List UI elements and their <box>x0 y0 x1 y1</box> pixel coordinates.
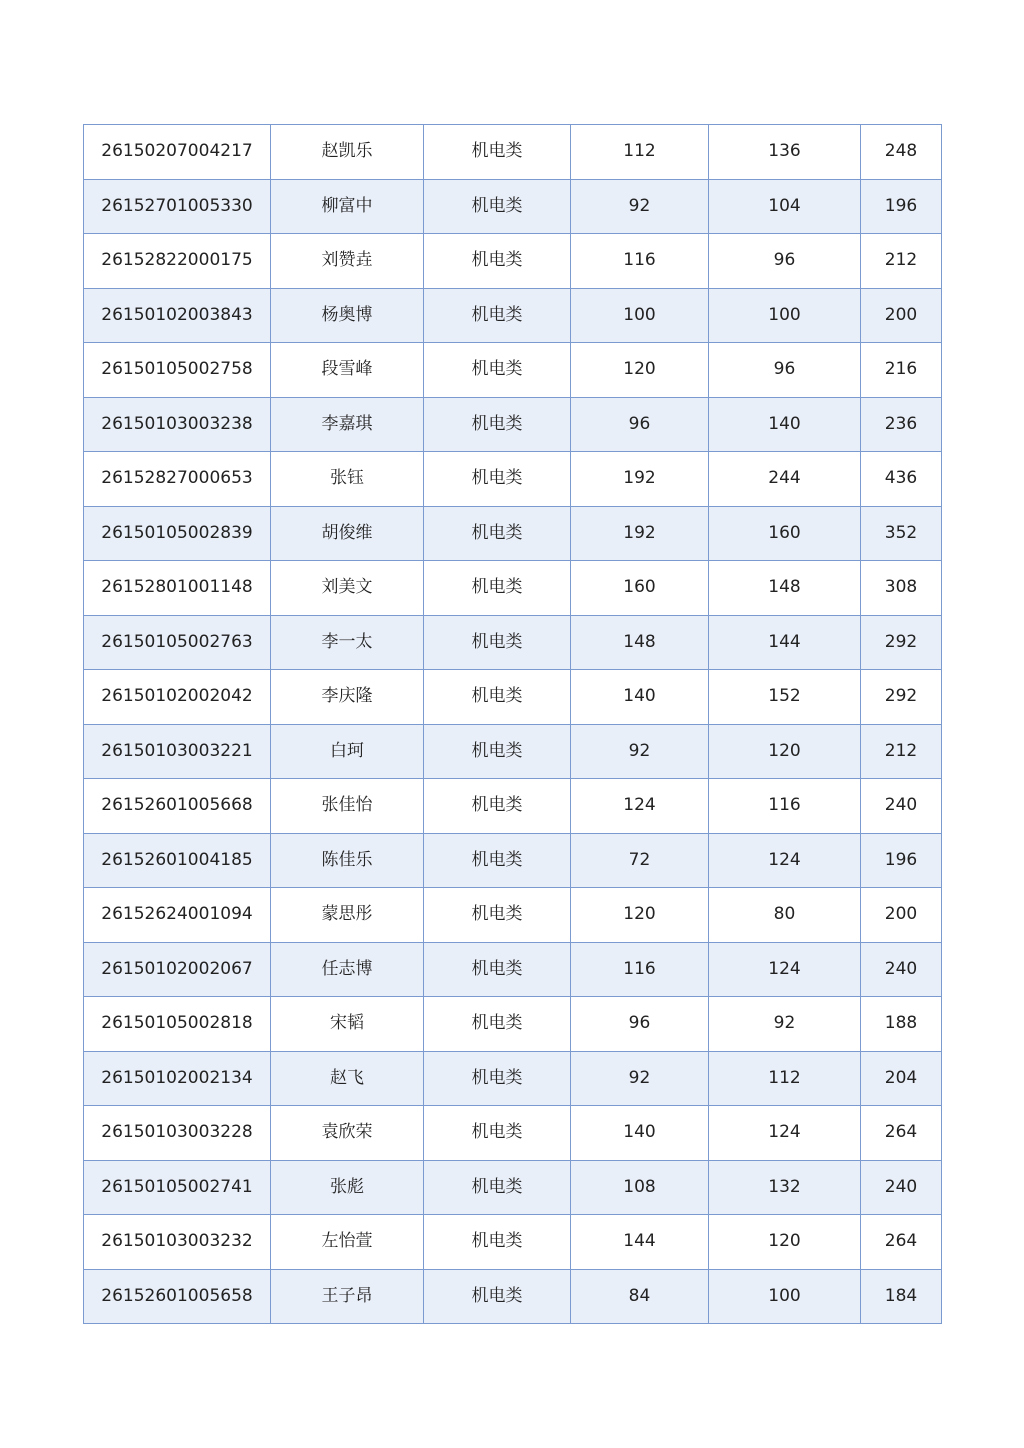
exam-id-cell: 26150102002067 <box>84 942 271 997</box>
score1-cell: 192 <box>571 452 709 507</box>
table-row <box>84 397 942 452</box>
student-name-cell: 任志博 <box>271 942 424 997</box>
score2-cell: 104 <box>709 179 861 234</box>
score2-cell: 100 <box>709 288 861 343</box>
score1-cell: 192 <box>571 506 709 561</box>
category-cell: 机电类 <box>424 670 571 725</box>
score1-cell: 72 <box>571 833 709 888</box>
exam-id-cell: 26150207004217 <box>84 125 271 180</box>
table-row <box>84 888 942 943</box>
student-name-cell: 赵飞 <box>271 1051 424 1106</box>
score2-cell: 96 <box>709 343 861 398</box>
score1-cell: 116 <box>571 234 709 289</box>
exam-id-cell: 26152601004185 <box>84 833 271 888</box>
exam-id-cell: 26152801001148 <box>84 561 271 616</box>
student-name-cell: 杨奥博 <box>271 288 424 343</box>
score2-cell: 100 <box>709 1269 861 1324</box>
total-cell: 200 <box>861 288 942 343</box>
exam-id-cell: 26152601005658 <box>84 1269 271 1324</box>
table-row <box>84 1269 942 1324</box>
category-cell: 机电类 <box>424 724 571 779</box>
score1-cell: 112 <box>571 125 709 180</box>
category-cell: 机电类 <box>424 1051 571 1106</box>
category-cell: 机电类 <box>424 506 571 561</box>
exam-id-cell: 26150105002839 <box>84 506 271 561</box>
score2-cell: 124 <box>709 942 861 997</box>
score1-cell: 92 <box>571 724 709 779</box>
table-row <box>84 234 942 289</box>
total-cell: 216 <box>861 343 942 398</box>
score1-cell: 124 <box>571 779 709 834</box>
category-cell: 机电类 <box>424 1160 571 1215</box>
total-cell: 292 <box>861 670 942 725</box>
table-row <box>84 288 942 343</box>
exam-id-cell: 26150103003238 <box>84 397 271 452</box>
student-name-cell: 柳富中 <box>271 179 424 234</box>
category-cell: 机电类 <box>424 125 571 180</box>
total-cell: 264 <box>861 1215 942 1270</box>
total-cell: 240 <box>861 942 942 997</box>
exam-id-cell: 26150105002763 <box>84 615 271 670</box>
score1-cell: 148 <box>571 615 709 670</box>
student-name-cell: 赵凯乐 <box>271 125 424 180</box>
score2-cell: 96 <box>709 234 861 289</box>
student-name-cell: 张佳怡 <box>271 779 424 834</box>
score2-cell: 244 <box>709 452 861 507</box>
total-cell: 200 <box>861 888 942 943</box>
student-name-cell: 张钰 <box>271 452 424 507</box>
score2-cell: 120 <box>709 1215 861 1270</box>
exam-id-cell: 26152601005668 <box>84 779 271 834</box>
score2-cell: 152 <box>709 670 861 725</box>
total-cell: 184 <box>861 1269 942 1324</box>
total-cell: 352 <box>861 506 942 561</box>
category-cell: 机电类 <box>424 997 571 1052</box>
score1-cell: 120 <box>571 888 709 943</box>
total-cell: 308 <box>861 561 942 616</box>
category-cell: 机电类 <box>424 1106 571 1161</box>
category-cell: 机电类 <box>424 561 571 616</box>
category-cell: 机电类 <box>424 452 571 507</box>
score1-cell: 96 <box>571 997 709 1052</box>
total-cell: 436 <box>861 452 942 507</box>
score1-cell: 96 <box>571 397 709 452</box>
score2-cell: 148 <box>709 561 861 616</box>
score1-cell: 120 <box>571 343 709 398</box>
score2-cell: 136 <box>709 125 861 180</box>
exam-id-cell: 26150102003843 <box>84 288 271 343</box>
student-name-cell: 刘美文 <box>271 561 424 616</box>
student-name-cell: 白珂 <box>271 724 424 779</box>
score2-cell: 92 <box>709 997 861 1052</box>
exam-id-cell: 26150105002758 <box>84 343 271 398</box>
score2-cell: 120 <box>709 724 861 779</box>
score2-cell: 124 <box>709 1106 861 1161</box>
category-cell: 机电类 <box>424 833 571 888</box>
table-row <box>84 1106 942 1161</box>
score1-cell: 92 <box>571 1051 709 1106</box>
table-row <box>84 506 942 561</box>
score-table-body <box>84 125 942 1324</box>
table-row <box>84 670 942 725</box>
total-cell: 204 <box>861 1051 942 1106</box>
table-row <box>84 1160 942 1215</box>
score1-cell: 140 <box>571 670 709 725</box>
score1-cell: 116 <box>571 942 709 997</box>
total-cell: 212 <box>861 724 942 779</box>
exam-id-cell: 26150102002042 <box>84 670 271 725</box>
student-name-cell: 李一太 <box>271 615 424 670</box>
category-cell: 机电类 <box>424 942 571 997</box>
category-cell: 机电类 <box>424 288 571 343</box>
student-name-cell: 宋韬 <box>271 997 424 1052</box>
score2-cell: 144 <box>709 615 861 670</box>
score2-cell: 132 <box>709 1160 861 1215</box>
table-row <box>84 343 942 398</box>
category-cell: 机电类 <box>424 234 571 289</box>
category-cell: 机电类 <box>424 179 571 234</box>
total-cell: 236 <box>861 397 942 452</box>
exam-id-cell: 26152624001094 <box>84 888 271 943</box>
table-row <box>84 561 942 616</box>
table-row <box>84 179 942 234</box>
student-name-cell: 李庆隆 <box>271 670 424 725</box>
total-cell: 240 <box>861 1160 942 1215</box>
table-row <box>84 1215 942 1270</box>
exam-id-cell: 26150105002818 <box>84 997 271 1052</box>
student-name-cell: 刘赞垚 <box>271 234 424 289</box>
category-cell: 机电类 <box>424 615 571 670</box>
score1-cell: 100 <box>571 288 709 343</box>
table-row <box>84 615 942 670</box>
student-name-cell: 左怡萱 <box>271 1215 424 1270</box>
table-row <box>84 452 942 507</box>
score1-cell: 84 <box>571 1269 709 1324</box>
total-cell: 292 <box>861 615 942 670</box>
score1-cell: 92 <box>571 179 709 234</box>
total-cell: 212 <box>861 234 942 289</box>
total-cell: 264 <box>861 1106 942 1161</box>
score2-cell: 140 <box>709 397 861 452</box>
total-cell: 196 <box>861 833 942 888</box>
exam-id-cell: 26150102002134 <box>84 1051 271 1106</box>
student-name-cell: 陈佳乐 <box>271 833 424 888</box>
score2-cell: 160 <box>709 506 861 561</box>
score2-cell: 116 <box>709 779 861 834</box>
exam-id-cell: 26152701005330 <box>84 179 271 234</box>
score2-cell: 112 <box>709 1051 861 1106</box>
category-cell: 机电类 <box>424 888 571 943</box>
score2-cell: 80 <box>709 888 861 943</box>
table-row <box>84 779 942 834</box>
category-cell: 机电类 <box>424 1215 571 1270</box>
exam-id-cell: 26150105002741 <box>84 1160 271 1215</box>
score1-cell: 108 <box>571 1160 709 1215</box>
category-cell: 机电类 <box>424 397 571 452</box>
student-name-cell: 段雪峰 <box>271 343 424 398</box>
student-name-cell: 袁欣荣 <box>271 1106 424 1161</box>
student-name-cell: 张彪 <box>271 1160 424 1215</box>
student-name-cell: 蒙思彤 <box>271 888 424 943</box>
score1-cell: 140 <box>571 1106 709 1161</box>
total-cell: 248 <box>861 125 942 180</box>
student-name-cell: 胡俊维 <box>271 506 424 561</box>
category-cell: 机电类 <box>424 343 571 398</box>
total-cell: 240 <box>861 779 942 834</box>
score2-cell: 124 <box>709 833 861 888</box>
score1-cell: 160 <box>571 561 709 616</box>
exam-id-cell: 26150103003232 <box>84 1215 271 1270</box>
category-cell: 机电类 <box>424 779 571 834</box>
student-name-cell: 王子昂 <box>271 1269 424 1324</box>
table-row <box>84 1051 942 1106</box>
student-name-cell: 李嘉琪 <box>271 397 424 452</box>
table-row <box>84 997 942 1052</box>
score1-cell: 144 <box>571 1215 709 1270</box>
table-row <box>84 125 942 180</box>
exam-id-cell: 26150103003228 <box>84 1106 271 1161</box>
exam-id-cell: 26150103003221 <box>84 724 271 779</box>
table-row <box>84 942 942 997</box>
table-row <box>84 833 942 888</box>
category-cell: 机电类 <box>424 1269 571 1324</box>
exam-id-cell: 26152822000175 <box>84 234 271 289</box>
exam-id-cell: 26152827000653 <box>84 452 271 507</box>
total-cell: 196 <box>861 179 942 234</box>
table-row <box>84 724 942 779</box>
total-cell: 188 <box>861 997 942 1052</box>
score-table <box>83 124 942 1324</box>
